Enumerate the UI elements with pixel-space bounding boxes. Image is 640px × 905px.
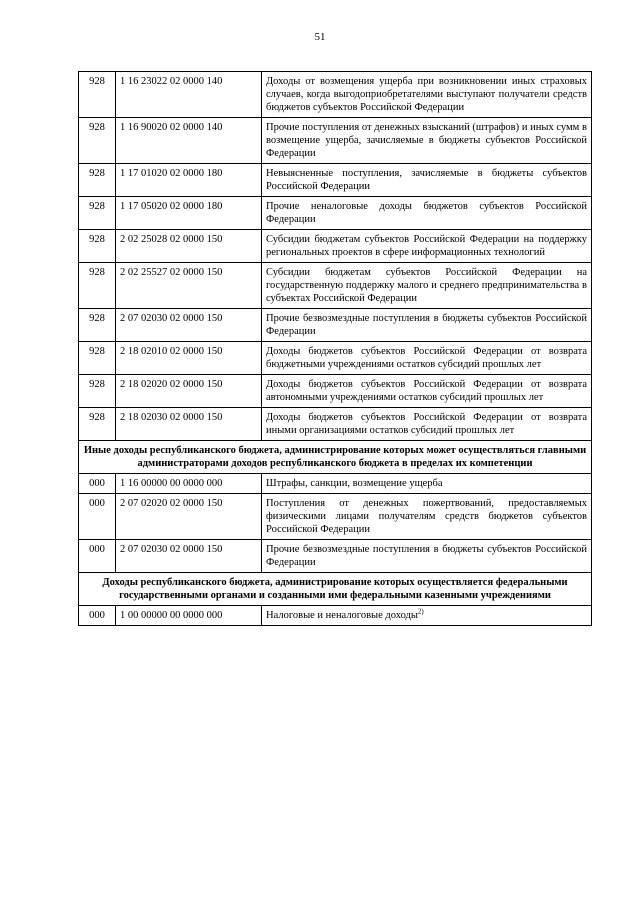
revenue-name-cell: Прочие неналоговые доходы бюджетов субъектов Российской Федерации (262, 197, 592, 230)
table-row (79, 474, 592, 494)
budget-code-cell: 1 00 00000 00 0000 000 (116, 606, 262, 626)
budget-code-cell: 2 02 25028 02 0000 150 (116, 230, 262, 263)
admin-code-cell: 928 (79, 263, 116, 309)
revenue-table (78, 71, 592, 626)
admin-code-cell: 928 (79, 230, 116, 263)
table-row (79, 375, 592, 408)
budget-code-cell: 2 18 02030 02 0000 150 (116, 408, 262, 441)
revenue-name-cell: Доходы от возмещения ущерба при возникновении иных страховых случаев, когда выгодоприобретателями выступают получатели средств бюджетов субъектов Российской Федерации (262, 72, 592, 118)
budget-code-cell: 1 16 00000 00 0000 000 (116, 474, 262, 494)
table-row (79, 164, 592, 197)
admin-code-cell: 928 (79, 375, 116, 408)
admin-code-cell: 000 (79, 494, 116, 540)
revenue-name-text: Налоговые и неналоговые доходы (266, 610, 418, 621)
revenue-name-cell: Субсидии бюджетам субъектов Российской Федерации на государственную поддержку малого и среднего предпринимательства в субъектах Российской Федерации (262, 263, 592, 309)
admin-code-cell: 000 (79, 540, 116, 573)
revenue-name-cell (262, 606, 592, 626)
admin-code-cell: 928 (79, 72, 116, 118)
table-row (79, 230, 592, 263)
revenue-name-cell: Доходы бюджетов субъектов Российской Федерации от возврата автономными учреждениями остатков субсидий прошлых лет (262, 375, 592, 408)
budget-code-cell: 2 07 02020 02 0000 150 (116, 494, 262, 540)
table-row (79, 309, 592, 342)
section-header-row (79, 573, 592, 606)
revenue-name-cell: Доходы бюджетов субъектов Российской Федерации от возврата бюджетными учреждениями остатков субсидий прошлых лет (262, 342, 592, 375)
budget-code-cell: 2 18 02010 02 0000 150 (116, 342, 262, 375)
table-row (79, 263, 592, 309)
table-row (79, 494, 592, 540)
admin-code-cell: 000 (79, 606, 116, 626)
table-row (79, 606, 592, 626)
budget-code-cell: 1 16 23022 02 0000 140 (116, 72, 262, 118)
section-header-row (79, 441, 592, 474)
revenue-name-cell: Штрафы, санкции, возмещение ущерба (262, 474, 592, 494)
revenue-name-cell: Невыясненные поступления, зачисляемые в бюджеты субъектов Российской Федерации (262, 164, 592, 197)
admin-code-cell: 928 (79, 342, 116, 375)
budget-code-cell: 1 17 05020 02 0000 180 (116, 197, 262, 230)
admin-code-cell: 000 (79, 474, 116, 494)
revenue-name-cell: Субсидии бюджетам субъектов Российской Федерации на поддержку региональных проектов в сфере информационных технологий (262, 230, 592, 263)
budget-code-cell: 2 18 02020 02 0000 150 (116, 375, 262, 408)
table-row (79, 540, 592, 573)
budget-code-cell: 1 17 01020 02 0000 180 (116, 164, 262, 197)
budget-code-cell: 2 07 02030 02 0000 150 (116, 540, 262, 573)
footnote-marker: 2) (417, 607, 424, 616)
admin-code-cell: 928 (79, 309, 116, 342)
budget-code-cell: 2 02 25527 02 0000 150 (116, 263, 262, 309)
section-heading: Доходы республиканского бюджета, администрирование которых осуществляется федеральными государственными органами и созданными ими федеральными казенными учреждениями (79, 573, 592, 606)
revenue-name-cell: Доходы бюджетов субъектов Российской Федерации от возврата иными организациями остатков субсидий прошлых лет (262, 408, 592, 441)
table-row (79, 408, 592, 441)
revenue-name-cell: Поступления от денежных пожертвований, предоставляемых физическими лицами получателям средств бюджетов субъектов Российской Федерации (262, 494, 592, 540)
admin-code-cell: 928 (79, 164, 116, 197)
revenue-name-cell: Прочие поступления от денежных взысканий (штрафов) и иных сумм в возмещение ущерба, зачисляемые в бюджеты субъектов Российской Федерации (262, 118, 592, 164)
section-heading: Иные доходы республиканского бюджета, администрирование которых может осуществляться главными администраторами доходов республиканского бюджета в пределах их компетенции (79, 441, 592, 474)
table-row (79, 342, 592, 375)
page-number: 51 (314, 31, 326, 43)
table-row (79, 72, 592, 118)
revenue-name-cell: Прочие безвозмездные поступления в бюджеты субъектов Российской Федерации (262, 540, 592, 573)
admin-code-cell: 928 (79, 197, 116, 230)
revenue-name-cell: Прочие безвозмездные поступления в бюджеты субъектов Российской Федерации (262, 309, 592, 342)
admin-code-cell: 928 (79, 118, 116, 164)
budget-code-cell: 1 16 90020 02 0000 140 (116, 118, 262, 164)
budget-code-cell: 2 07 02030 02 0000 150 (116, 309, 262, 342)
table-row (79, 197, 592, 230)
table-row (79, 118, 592, 164)
admin-code-cell: 928 (79, 408, 116, 441)
